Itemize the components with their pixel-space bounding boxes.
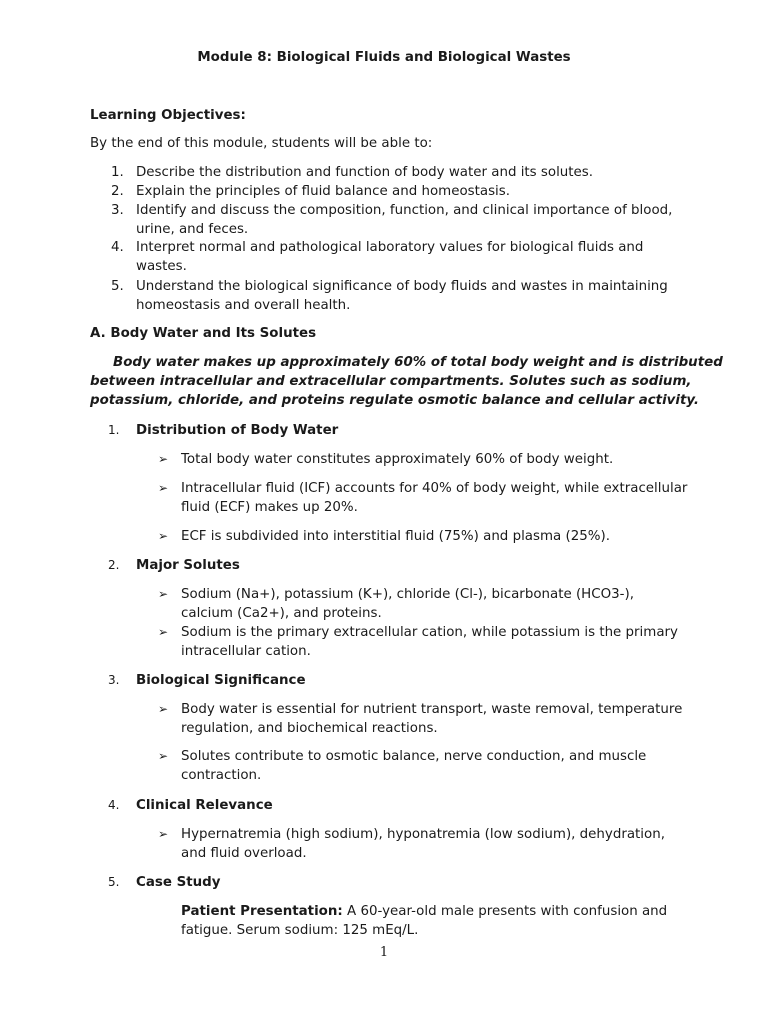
section-a-heading: A. Body Water and Its Solutes	[90, 326, 317, 341]
bullet-text: ECF is subdivided into interstitial fluid (75%) and plasma (25%).	[181, 529, 610, 544]
section-summary-line: Body water makes up approximately 60% of total body weight and is distributed	[113, 355, 723, 370]
bullet-text: Sodium is the primary extracellular cation, while potassium is the primary	[181, 625, 678, 640]
subsection-number: 2.	[108, 558, 120, 572]
case-study-text: A 60-year-old male presents with confusion and	[342, 904, 668, 919]
page-number: 1	[379, 945, 389, 960]
subsection-number: 4.	[108, 798, 120, 812]
section-summary-line: potassium, chloride, and proteins regulate osmotic balance and cellular activity.	[90, 393, 699, 408]
subsection-number: 1.	[108, 423, 120, 437]
subsection-title: Clinical Relevance	[136, 798, 273, 813]
objective-number: 1.	[111, 165, 124, 180]
arrow-bullet-icon: ➢	[158, 827, 169, 841]
objective-text: Explain the principles of fluid balance and homeostasis.	[136, 184, 510, 199]
subsection-title: Biological Significance	[136, 673, 306, 688]
objective-number: 4.	[111, 240, 124, 255]
case-study-line: fatigue. Serum sodium: 125 mEq/L.	[181, 923, 419, 938]
objective-text: wastes.	[136, 259, 187, 274]
subsection-number: 3.	[108, 673, 120, 687]
arrow-bullet-icon: ➢	[158, 452, 169, 466]
arrow-bullet-icon: ➢	[158, 749, 169, 763]
objective-text: Describe the distribution and function of body water and its solutes.	[136, 165, 594, 180]
bullet-text: Intracellular fluid (ICF) accounts for 40% of body weight, while extracellular	[181, 481, 688, 496]
subsection-number: 5.	[108, 875, 120, 889]
bullet-text: Sodium (Na+), potassium (K+), chloride (Cl-), bicarbonate (HCO3-),	[181, 587, 634, 602]
objective-text: Identify and discuss the composition, function, and clinical importance of blood,	[136, 203, 673, 218]
arrow-bullet-icon: ➢	[158, 625, 169, 639]
objective-text: homeostasis and overall health.	[136, 298, 351, 313]
arrow-bullet-icon: ➢	[158, 529, 169, 543]
arrow-bullet-icon: ➢	[158, 481, 169, 495]
objective-number: 3.	[111, 203, 124, 218]
bullet-text: calcium (Ca2+), and proteins.	[181, 606, 382, 621]
objective-text: Understand the biological significance of body fluids and wastes in maintaining	[136, 279, 668, 294]
objective-number: 2.	[111, 184, 124, 199]
arrow-bullet-icon: ➢	[158, 702, 169, 716]
page-title: Module 8: Biological Fluids and Biological Wastes	[197, 50, 571, 65]
subsection-title: Distribution of Body Water	[136, 423, 339, 438]
bullet-text: regulation, and biochemical reactions.	[181, 721, 438, 736]
bullet-text: contraction.	[181, 768, 262, 783]
objective-number: 5.	[111, 279, 124, 294]
case-study-line	[181, 902, 681, 921]
bullet-text: Solutes contribute to osmotic balance, nerve conduction, and muscle	[181, 749, 647, 764]
subsection-title: Case Study	[136, 875, 221, 890]
bullet-text: Body water is essential for nutrient transport, waste removal, temperature	[181, 702, 683, 717]
bullet-text: and fluid overload.	[181, 846, 307, 861]
bullet-text: Hypernatremia (high sodium), hyponatremia (low sodium), dehydration,	[181, 827, 665, 842]
objective-text: urine, and feces.	[136, 222, 249, 237]
subsection-title: Major Solutes	[136, 558, 240, 573]
objective-text: Interpret normal and pathological laboratory values for biological fluids and	[136, 240, 644, 255]
bullet-text: Total body water constitutes approximately 60% of body weight.	[181, 452, 614, 467]
bullet-text: fluid (ECF) makes up 20%.	[181, 500, 358, 515]
section-summary-line: between intracellular and extracellular compartments. Solutes such as sodium,	[90, 374, 692, 389]
objectives-heading: Learning Objectives:	[90, 108, 246, 123]
objectives-intro: By the end of this module, students will be able to:	[90, 136, 433, 151]
arrow-bullet-icon: ➢	[158, 587, 169, 601]
bullet-text: intracellular cation.	[181, 644, 311, 659]
case-study-label: Patient Presentation:	[181, 904, 343, 919]
